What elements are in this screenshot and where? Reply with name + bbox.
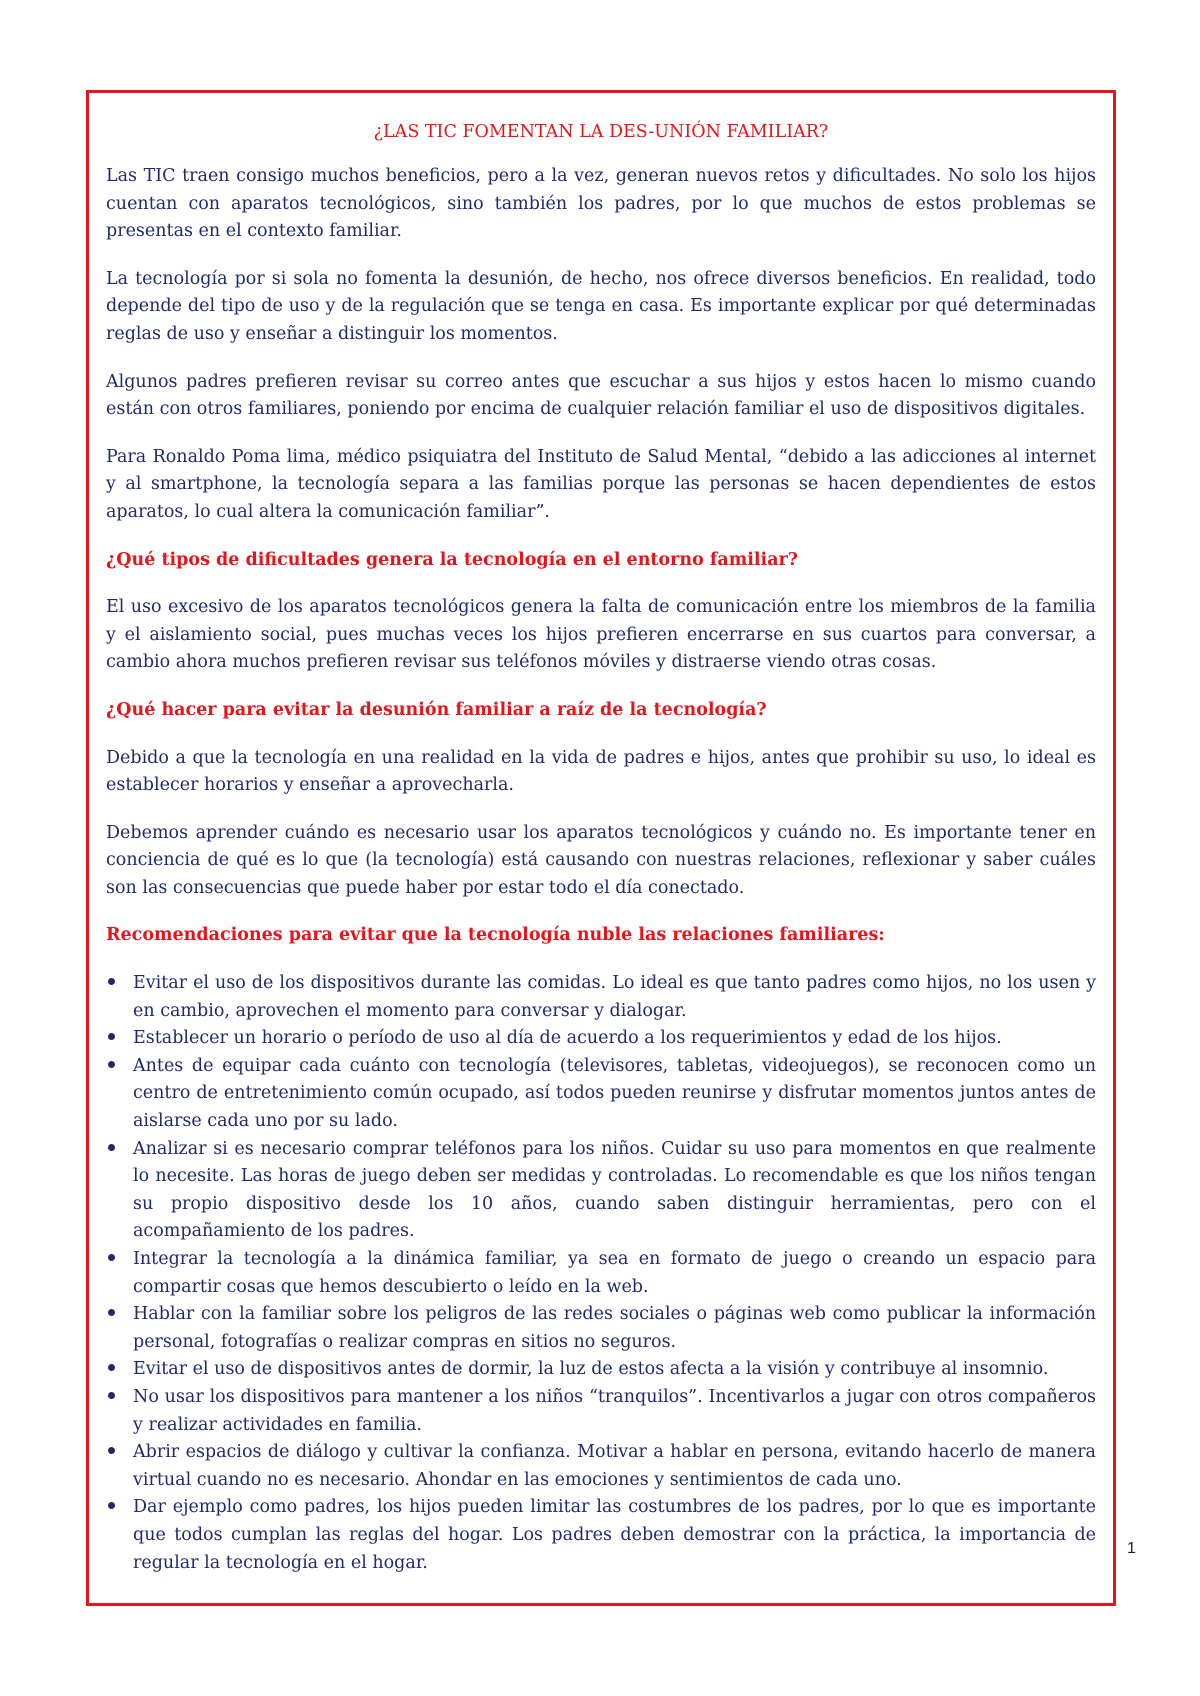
list-item [106,1384,1096,1439]
bullet-icon [108,1364,115,1371]
document-title: ¿LAS TIC FOMENTAN LA DES-UNIÓN FAMILIAR? [373,122,829,142]
paragraph-intro-1: Las TIC traen consigo muchos beneficios, pero a la vez, generan nuevos retos y dificultades. No solo los hijos cuentan con aparatos tecnológicos, sino también los padres, por lo que muchos de estos problemas se presentas en el contexto familiar. [106,166,1096,242]
paragraph-prevention-2: Debemos aprender cuándo es necesario usar los aparatos tecnológicos y cuándo no. Es importante tener en conciencia de qué es lo que (la tecnología) está causando con nuestras relaciones, reflexionar y saber cuáles son las consecuencias que puede haber por estar todo el día conectado. [106,822,1096,898]
list-item [106,970,1096,1025]
list-item [106,1025,1096,1053]
section-heading-difficulties: ¿Qué tipos de dificultades genera la tecnología en el entorno familiar? [106,549,799,570]
list-item-text: Integrar la tecnología a la dinámica familiar, ya sea en formato de juego o creando un espacio para compartir cosas que hemos descubierto o leído en la web. [133,1249,1096,1297]
recommendations-list [106,970,1096,1577]
list-item [106,1494,1096,1577]
section-heading-prevention: ¿Qué hacer para evitar la desunión familiar a raíz de la tecnología? [106,699,767,720]
bullet-icon [108,1061,115,1068]
page-number: 1 [1127,1540,1136,1557]
bullet-icon [108,1447,115,1454]
bullet-icon [108,1033,115,1040]
list-item [106,1053,1096,1136]
bullet-icon [108,1144,115,1151]
list-item [106,1301,1096,1356]
section-heading-recommendations: Recomendaciones para evitar que la tecnología nuble las relaciones familiares: [106,925,885,946]
bullet-icon [108,1392,115,1399]
list-item-text: No usar los dispositivos para mantener a los niños “tranquilos”. Incentivarlos a jugar con otros compañeros y realizar actividades en familia. [133,1386,1096,1435]
bullet-icon [108,1254,115,1261]
bullet-icon [108,1309,115,1316]
page-border-frame [86,90,1116,1606]
paragraph-intro-3: Algunos padres prefieren revisar su correo antes que escuchar a sus hijos y estos hacen lo mismo cuando están con otros familiares, poniendo por encima de cualquier relación familiar el uso de dispositivos digitales. [106,371,1096,420]
list-item [106,1356,1096,1384]
list-item-text: Evitar el uso de dispositivos antes de dormir, la luz de estos afecta a la visión y contribuye al insomnio. [133,1359,1049,1380]
paragraph-difficulties: El uso excesivo de los aparatos tecnológicos genera la falta de comunicación entre los miembros de la familia y el aislamiento social, pues muchas veces los hijos prefieren encerrarse en sus cuartos para conversar, a cambio ahora muchos prefieren revisar sus teléfonos móviles y distraerse viendo otras cosas. [106,597,1096,673]
list-item-text: Analizar si es necesario comprar teléfonos para los niños. Cuidar su uso para momentos en que realmente lo necesite. Las horas de juego deben ser medidas y controladas. Lo recomendable es que los niños tengan su propio dispositivo desde los 10 años, cuando saben distinguir herramientas, pero con el acompañamiento de los padres. [133,1138,1096,1242]
list-item [106,1246,1096,1301]
list-item-text: Evitar el uso de los dispositivos durante las comidas. Lo ideal es que tanto padres como hijos, no los usen y en cambio, aprovechen el momento para conversar y dialogar. [133,973,1096,1021]
list-item [106,1136,1096,1246]
paragraph-prevention-1: Debido a que la tecnología en una realidad en la vida de padres e hijos, antes que prohibir su uso, lo ideal es establecer horarios y enseñar a aprovecharla. [106,747,1096,796]
bullet-icon [108,978,115,985]
paragraph-intro-4: Para Ronaldo Poma lima, médico psiquiatra del Instituto de Salud Mental, “debido a las adicciones al internet y al smartphone, la tecnología separa a las familias porque las personas se hacen dependientes de estos aparatos, lo cual altera la comunicación familiar”. [106,446,1096,522]
list-item [106,1439,1096,1494]
list-item-text: Antes de equipar cada cuánto con tecnología (televisores, tabletas, videojuegos), se reconocen como un centro de entretenimiento común ocupado, así todos pueden reunirse y disfrutar momentos juntos antes de aislarse cada uno por su lado. [133,1055,1096,1132]
list-item-text: Establecer un horario o período de uso al día de acuerdo a los requerimientos y edad de los hijos. [133,1028,1002,1049]
list-item-text: Hablar con la familiar sobre los peligros de las redes sociales o páginas web como publicar la información personal, fotografías o realizar compras en sitios no seguros. [133,1304,1096,1352]
bullet-icon [108,1502,115,1509]
paragraph-intro-2: La tecnología por si sola no fomenta la desunión, de hecho, nos ofrece diversos beneficios. En realidad, todo depende del tipo de uso y de la regulación que se tenga en casa. Es importante explicar por qué determinadas reglas de uso y enseñar a distinguir los momentos. [106,268,1096,344]
list-item-text: Dar ejemplo como padres, los hijos pueden limitar las costumbres de los padres, por lo que es importante que todos cumplan las reglas del hogar. Los padres deben demostrar con la práctica, la importancia de regular la tecnología en el hogar. [133,1497,1096,1573]
list-item-text: Abrir espacios de diálogo y cultivar la confianza. Motivar a hablar en persona, evitando hacerlo de manera virtual cuando no es necesario. Ahondar en las emociones y sentimientos de cada uno. [133,1442,1096,1490]
